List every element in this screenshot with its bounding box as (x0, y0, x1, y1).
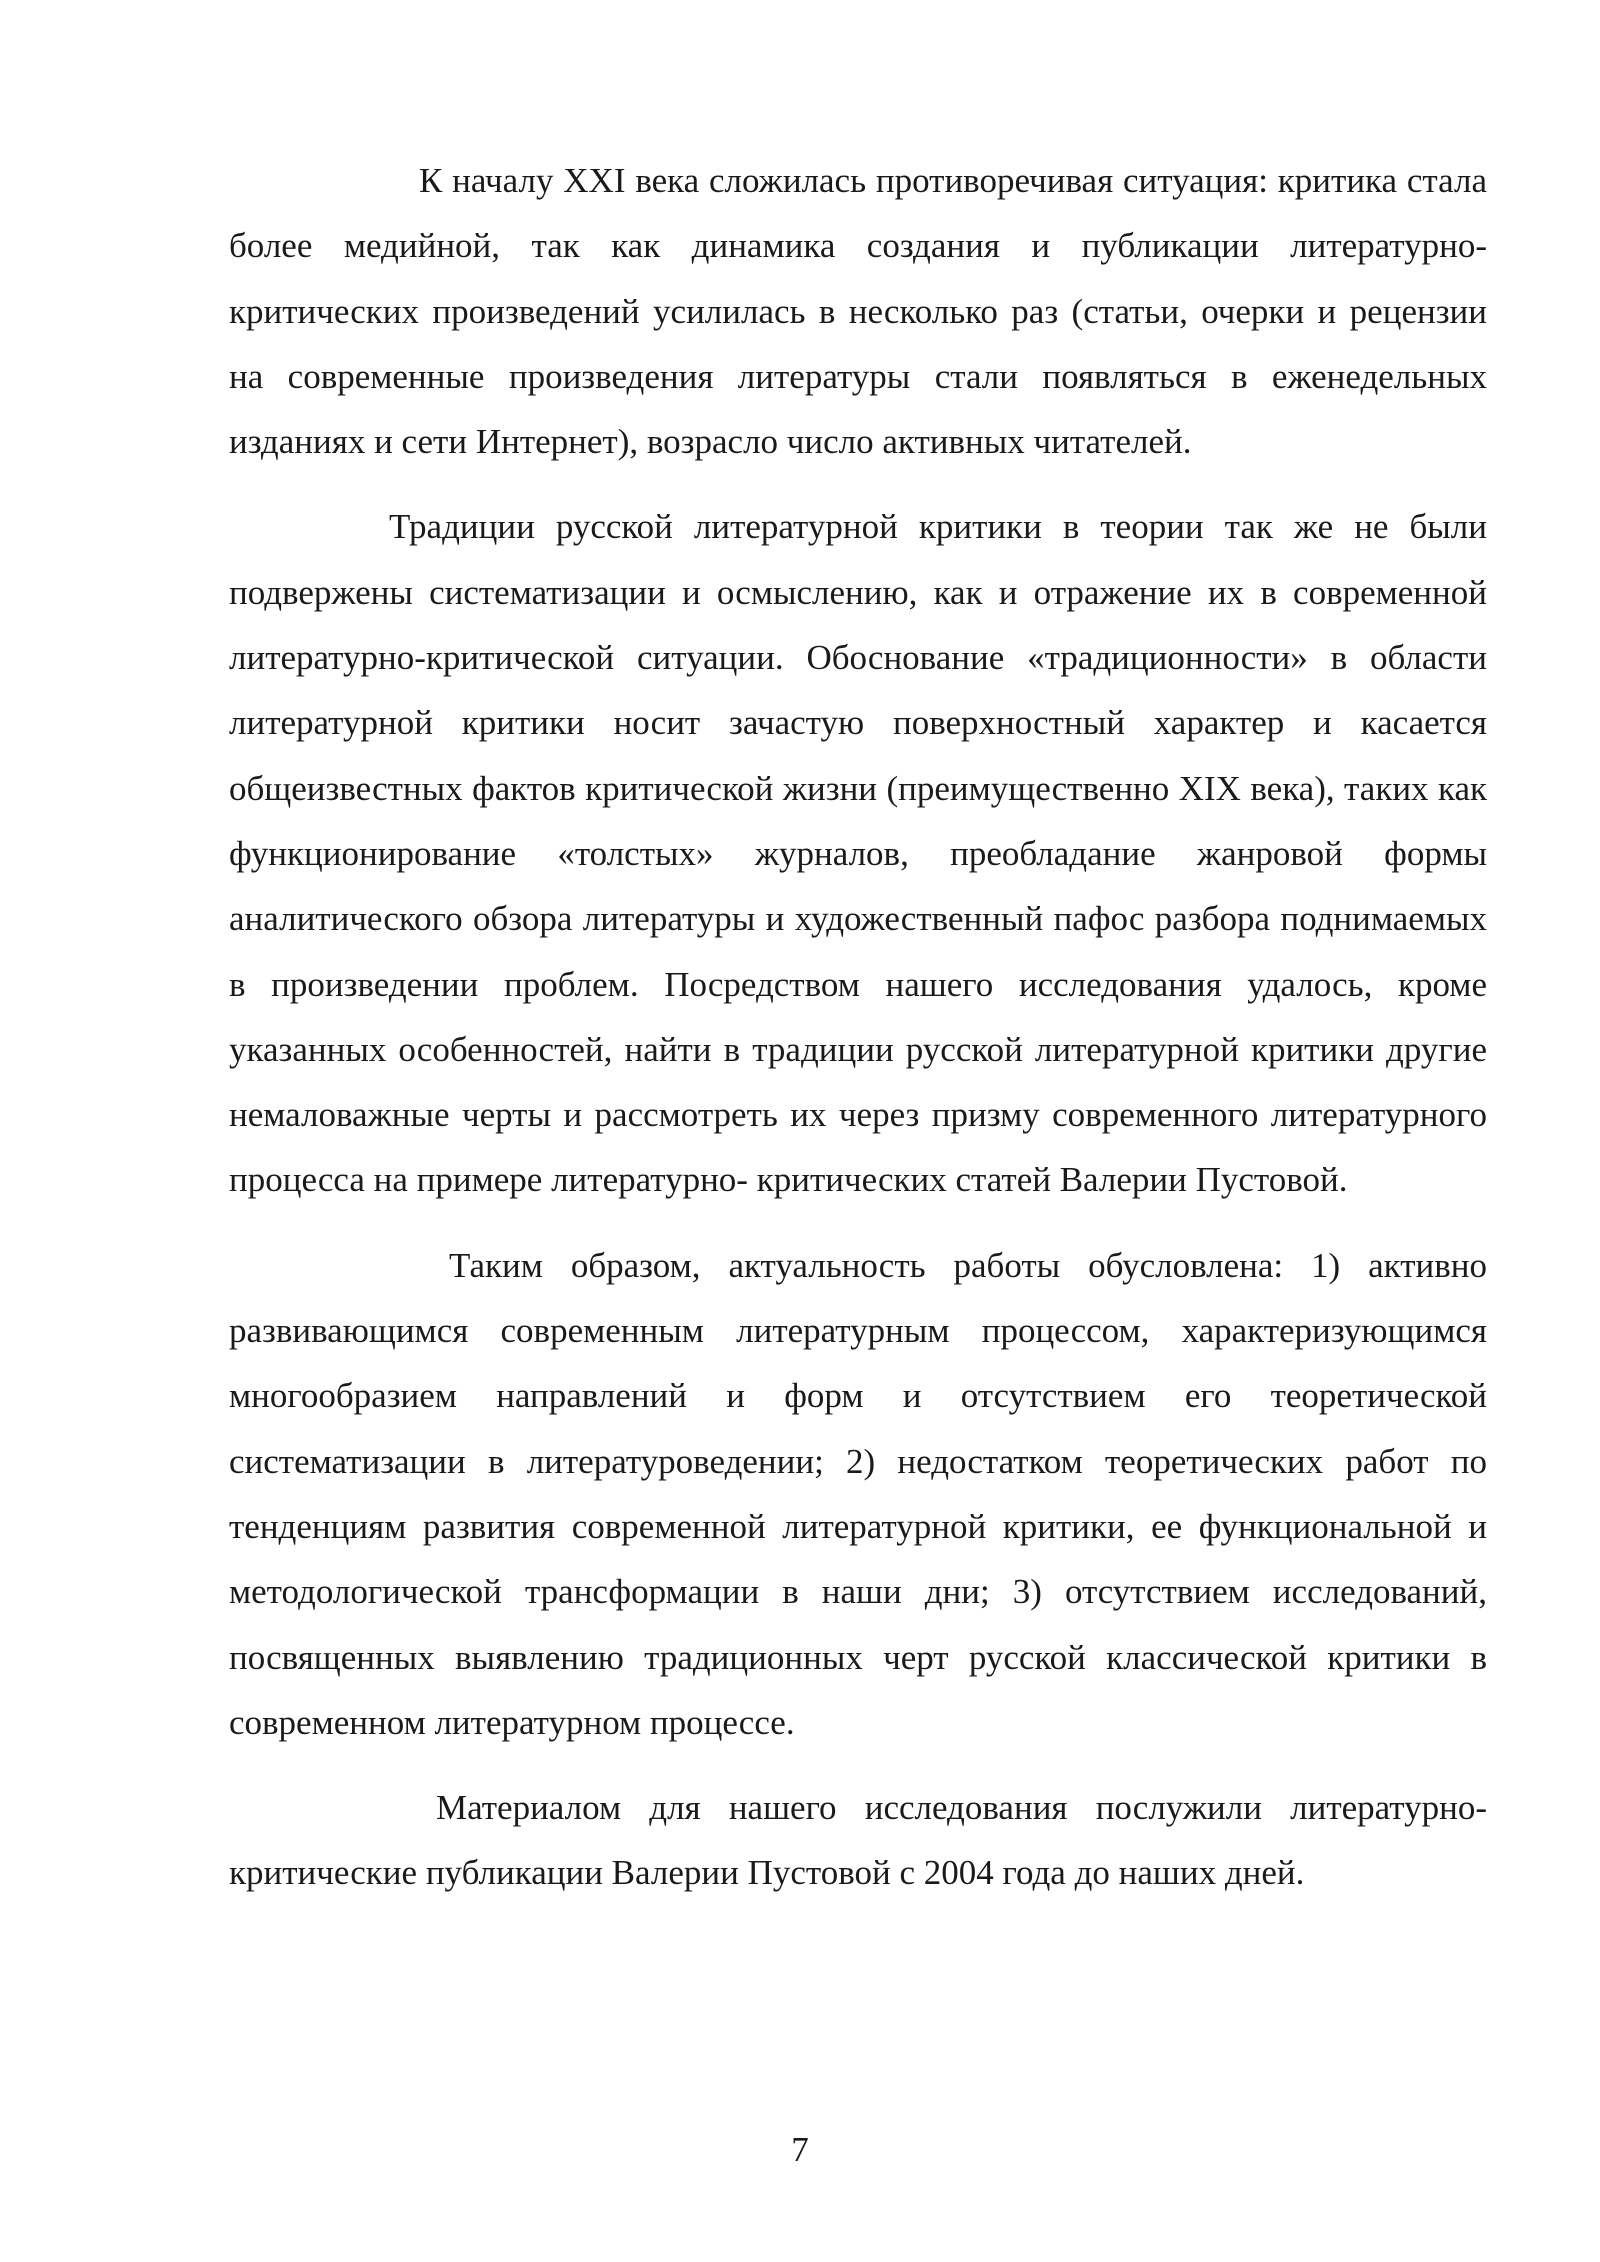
paragraph-relevance: Таким образом, актуальность работы обусловлена: 1) активно развивающимся современным литературным процессом, характеризующимся многообразием направлений и форм и отсутствием его теоретической систематизации в литературоведении; 2) недостатком теоретических работ по тенденциям развития современной литературной критики, ее функциональной и методологической трансформации в наши дни; 3) отсутствием исследований, посвященных выявлению традиционных черт русской классической критики в современном литературном процессе. (229, 1245, 1487, 1742)
paragraph-research-material: Материалом для нашего исследования послужили литературно-критические публикации Валерии Пустовой с 2004 года до наших дней. (229, 1788, 1487, 1893)
page-number: 7 (791, 2130, 809, 2169)
paragraph-current-situation: К началу XXI века сложилась противоречивая ситуация: критика стала более медийной, так как динамика создания и публикации литературно- критических произведений усилилась в несколько раз (статьи, очерки и рецензии на современные произведения литературы стали появляться в еженедельных изданиях и сети Интернет), возрасло число активных читателей. (229, 161, 1487, 462)
document-body (229, 148, 1487, 1926)
paragraph-critical-traditions: Традиции русской литературной критики в теории так же не были подвержены систематизации и осмыслению, как и отражение их в современной литературно-критической ситуации. Обоснование «традиционности» в области литературной критики носит зачастую поверхностный характер и касается общеизвестных фактов критической жизни (преимущественно XIX века), таких как функционирование «толстых» журналов, преобладание жанровой формы аналитического обзора литературы и художественный пафос разбора поднимаемых в произведении проблем. Посредством нашего исследования удалось, кроме указанных особенностей, найти в традиции русской литературной критики другие немаловажные черты и рассмотреть их через призму современного литературного процесса на примере литературно- критических статей Валерии Пустовой. (229, 507, 1487, 1200)
